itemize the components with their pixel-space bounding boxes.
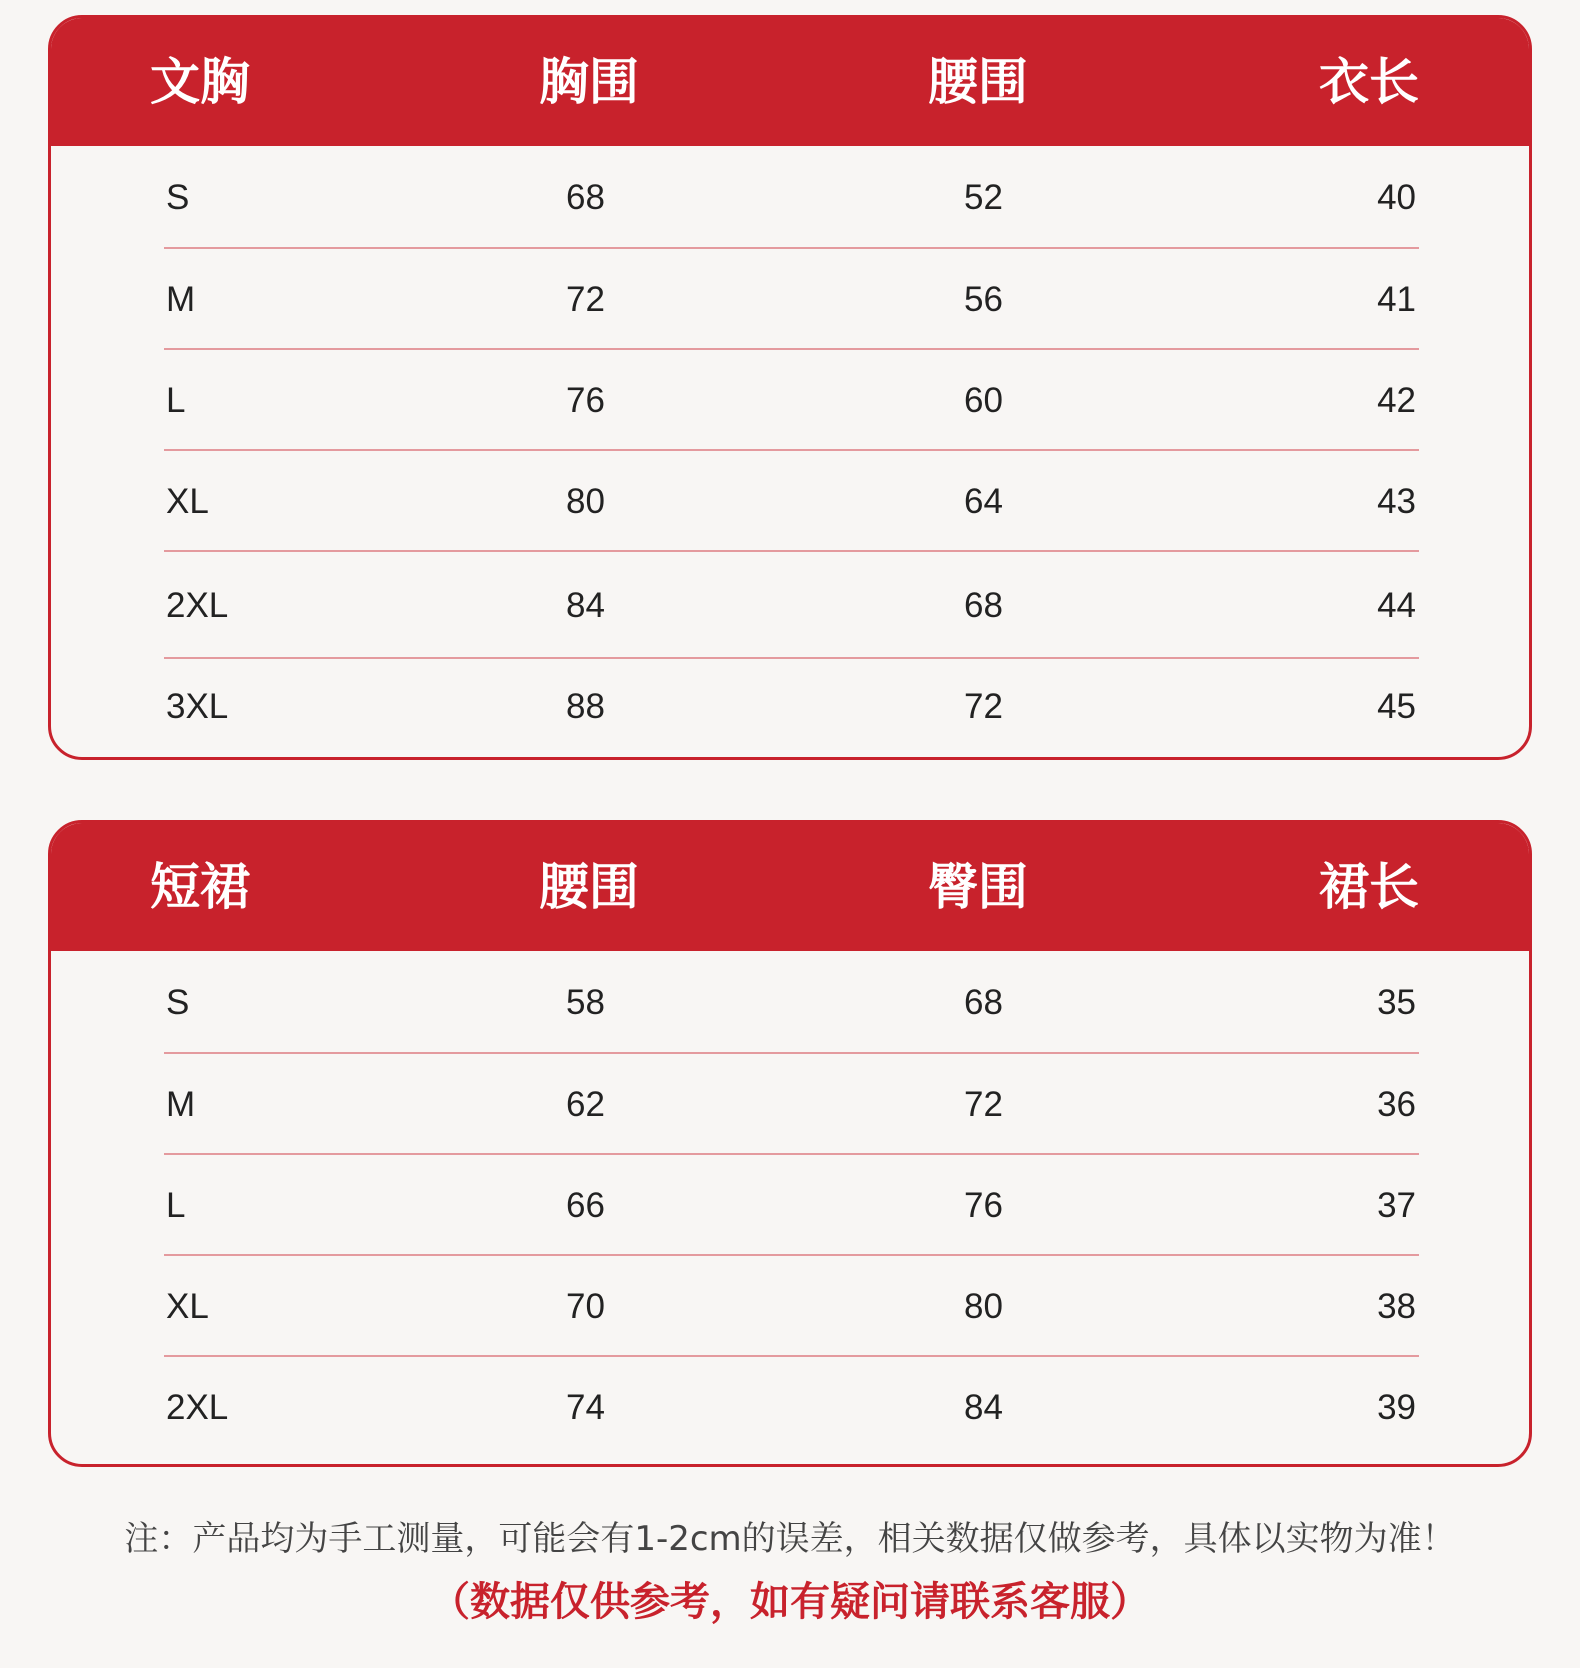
length-cell: 39 [1377, 1388, 1416, 1427]
header-waist: 腰围 [539, 858, 639, 916]
length-cell: 41 [1377, 279, 1416, 319]
length-cell: 44 [1377, 585, 1416, 625]
waist-cell: 72 [964, 686, 1003, 726]
table-body [51, 146, 1529, 754]
waist-cell: 64 [964, 481, 1003, 521]
size-cell: XL [166, 1286, 209, 1326]
table-row [51, 1155, 1529, 1256]
table-row [51, 451, 1529, 552]
table-row [51, 659, 1529, 754]
header-category: 短裙 [150, 858, 250, 916]
size-cell: S [166, 177, 190, 217]
table-row [51, 1357, 1529, 1459]
bra-size-table [48, 15, 1532, 760]
table-row [51, 249, 1529, 350]
length-cell: 37 [1377, 1185, 1416, 1225]
skirt-size-table [48, 820, 1532, 1467]
size-cell: M [166, 1084, 196, 1124]
length-cell: 38 [1377, 1286, 1416, 1326]
header-hip: 臀围 [928, 858, 1028, 916]
size-cell: S [166, 982, 190, 1022]
size-cell: 3XL [166, 686, 229, 726]
table-row [51, 146, 1529, 249]
header-length: 裙长 [1319, 858, 1419, 916]
hip-cell: 76 [964, 1185, 1003, 1225]
measurement-note: 注：产品均为手工测量，可能会有1-2cm的误差，相关数据仅做参考，具体以实物为准！ [124, 1519, 1456, 1559]
header-waist: 腰围 [928, 53, 1028, 111]
waist-cell: 68 [964, 585, 1003, 625]
table-header [51, 18, 1529, 146]
waist-cell: 56 [964, 279, 1003, 319]
waist-cell: 74 [566, 1388, 605, 1427]
length-cell: 36 [1377, 1084, 1416, 1124]
header-bust: 胸围 [539, 53, 639, 111]
table-row [51, 350, 1529, 451]
waist-cell: 70 [566, 1286, 605, 1326]
waist-cell: 52 [964, 177, 1003, 217]
bust-cell: 80 [566, 481, 605, 521]
table-row [51, 1054, 1529, 1155]
size-cell: 2XL [166, 1388, 229, 1427]
length-cell: 40 [1377, 177, 1416, 217]
waist-cell: 62 [566, 1084, 605, 1124]
contact-service-note: （数据仅供参考，如有疑问请联系客服） [430, 1579, 1150, 1625]
size-cell: 2XL [166, 585, 229, 625]
table-row [51, 1256, 1529, 1357]
bust-cell: 88 [566, 686, 605, 726]
hip-cell: 72 [964, 1084, 1003, 1124]
bust-cell: 68 [566, 177, 605, 217]
length-cell: 43 [1377, 481, 1416, 521]
waist-cell: 58 [566, 982, 605, 1022]
size-cell: XL [166, 481, 209, 521]
waist-cell: 60 [964, 380, 1003, 420]
length-cell: 42 [1377, 380, 1416, 420]
header-length: 衣长 [1319, 53, 1419, 111]
header-category: 文胸 [150, 53, 250, 111]
bust-cell: 72 [566, 279, 605, 319]
size-cell: L [166, 380, 186, 420]
hip-cell: 84 [964, 1388, 1003, 1427]
waist-cell: 66 [566, 1185, 605, 1225]
size-cell: L [166, 1185, 186, 1225]
table-body [51, 951, 1529, 1459]
bust-cell: 76 [566, 380, 605, 420]
hip-cell: 68 [964, 982, 1003, 1022]
bust-cell: 84 [566, 585, 605, 625]
length-cell: 35 [1377, 982, 1416, 1022]
table-row [51, 552, 1529, 659]
hip-cell: 80 [964, 1286, 1003, 1326]
size-cell: M [166, 279, 196, 319]
table-row [51, 951, 1529, 1054]
table-header [51, 823, 1529, 951]
length-cell: 45 [1377, 686, 1416, 726]
